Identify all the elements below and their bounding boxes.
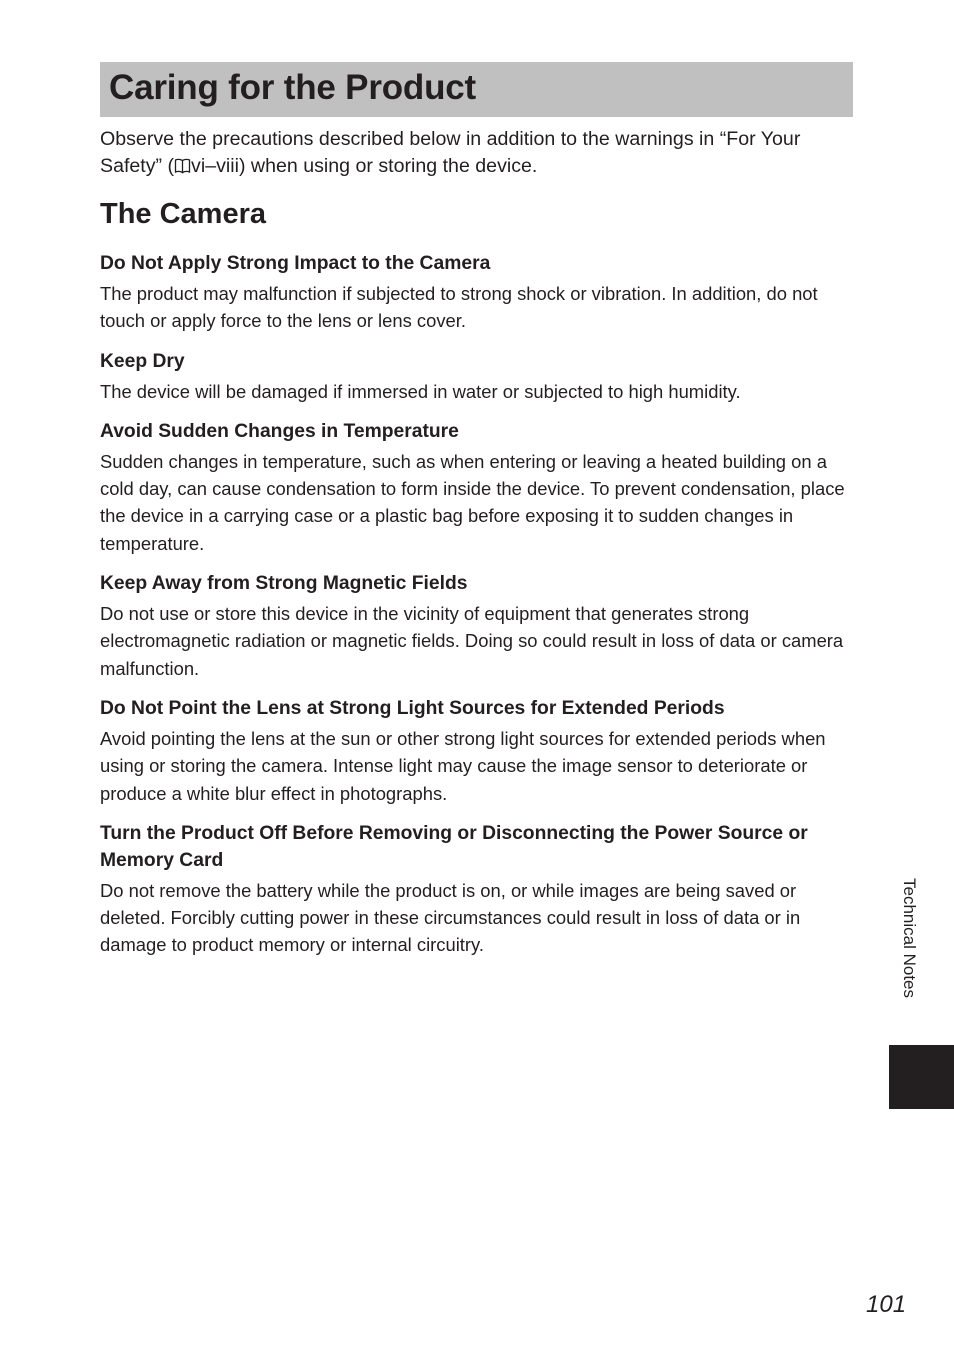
list-item	[100, 570, 860, 682]
intro-text-start: Observe the precautions described below in addition to the warnings in “For Your Safety” (	[100, 128, 801, 177]
item-body: Avoid pointing the lens at the sun or other strong light sources for extended periods when using or storing the camera. Intense light may cause the image sensor to deteriorate or produce a white blur effect in photographs.	[100, 727, 826, 804]
page-number: 101	[866, 1291, 907, 1318]
chapter-side-label: Technical Notes	[900, 878, 919, 999]
book-reference-icon	[174, 155, 191, 172]
item-heading: Avoid Sudden Changes in Temperature	[100, 420, 459, 442]
item-body: Do not use or store this device in the vicinity of equipment that generates strong electromagnetic radiation or magnetic fields. Doing so could result in loss of data or camera malfunction.	[100, 603, 844, 679]
list-item	[100, 348, 860, 405]
item-body: Sudden changes in temperature, such as when entering or leaving a heated building on a cold day, can cause condensation to form inside the device. To prevent condensation, place the device in a carrying case or a plastic bag before exposing it to sudden changes in temperature.	[100, 450, 845, 554]
precautions-list	[100, 250, 860, 972]
chapter-tab-marker	[889, 1045, 954, 1109]
item-heading: Keep Dry	[100, 350, 185, 372]
list-item	[100, 820, 860, 959]
title-bar	[100, 62, 853, 117]
list-item	[100, 250, 860, 335]
page-title: Caring for the Product	[109, 68, 476, 107]
list-item	[100, 418, 860, 557]
item-body: The product may malfunction if subjected to strong shock or vibration. In addition, do not touch or apply force to the lens or lens cover.	[100, 283, 818, 332]
section-title: The Camera	[100, 198, 267, 230]
intro-paragraph	[100, 126, 860, 180]
intro-text-end: vi–viii) when using or storing the device.	[191, 155, 538, 177]
item-heading: Turn the Product Off Before Removing or Disconnecting the Power Source or Memory Card	[100, 822, 808, 871]
item-heading: Do Not Point the Lens at Strong Light Sources for Extended Periods	[100, 697, 725, 719]
item-body: The device will be damaged if immersed in water or subjected to high humidity.	[100, 380, 741, 402]
item-heading: Do Not Apply Strong Impact to the Camera	[100, 253, 491, 274]
item-heading: Keep Away from Strong Magnetic Fields	[100, 573, 468, 595]
list-item	[100, 695, 860, 807]
item-body: Do not remove the battery while the product is on, or while images are being saved or deleted. Forcibly cutting power in these circumstances could result in loss of data or in damage to product memory or internal circuitry.	[100, 879, 801, 956]
